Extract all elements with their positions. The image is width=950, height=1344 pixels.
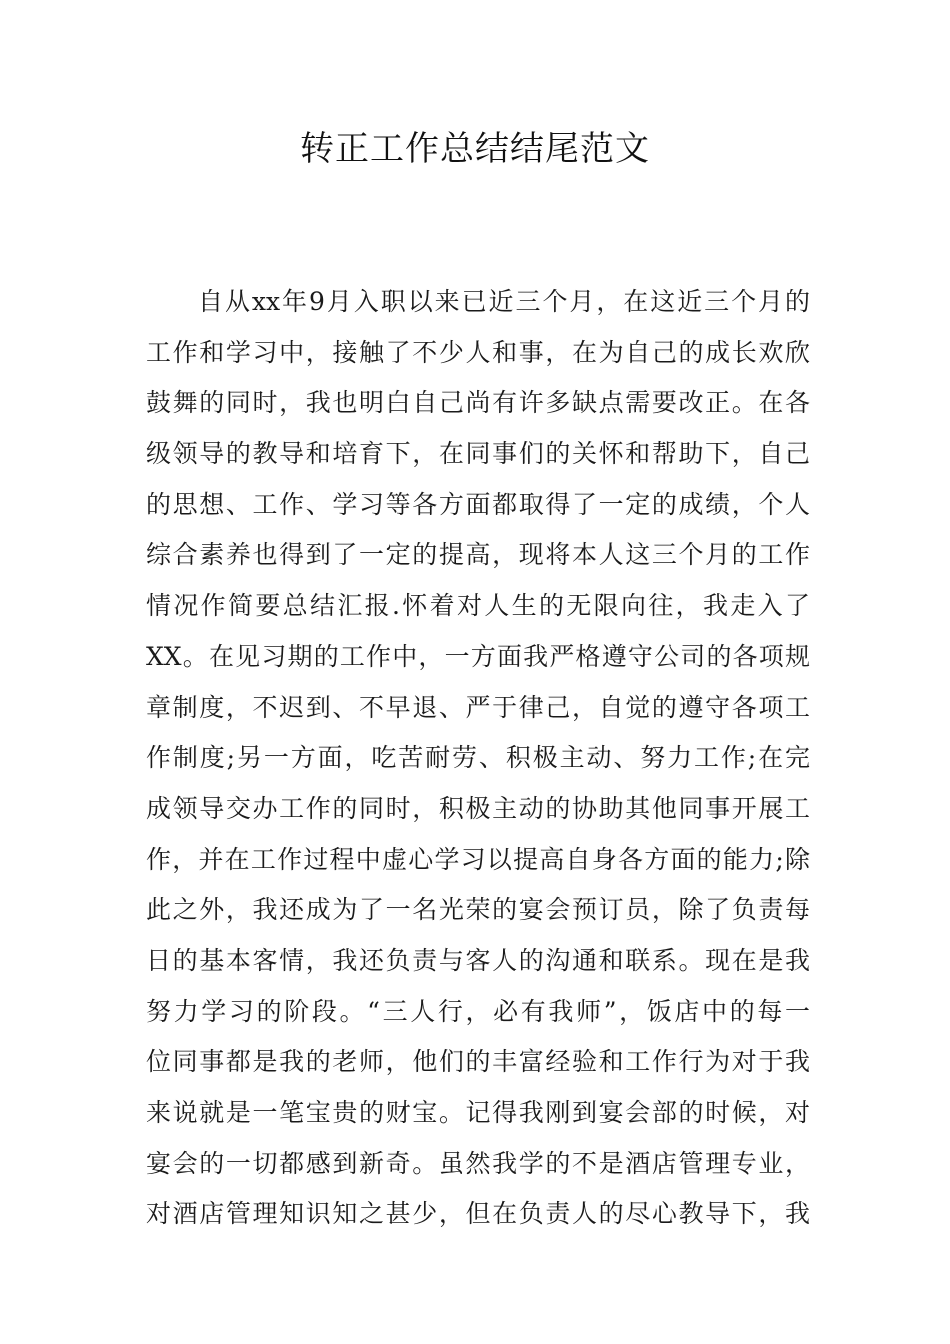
paragraph-line: 位同事都是我的老师，他们的丰富经验和工作行为对于我 (146, 1047, 810, 1077)
paragraph-line: 自从xx年9月入职以来已近三个月，在这近三个月的 (198, 287, 810, 316)
paragraph-line: 综合素养也得到了一定的提高，现将本人这三个月的工作 (146, 540, 810, 570)
paragraph-line: 宴会的一切都感到新奇。虽然我学的不是酒店管理专业， (146, 1148, 810, 1178)
paragraph-line: 来说就是一笔宝贵的财宝。记得我刚到宴会部的时候，对 (146, 1098, 810, 1127)
body-paragraph (146, 277, 810, 1240)
paragraph-line: 日的基本客情，我还负责与客人的沟通和联系。现在是我 (146, 945, 810, 975)
paragraph-line: 的思想、工作、学习等各方面都取得了一定的成绩，个人 (146, 489, 810, 519)
paragraph-line: 对酒店管理知识知之甚少，但在负责人的尽心教导下，我 (146, 1199, 810, 1229)
paragraph-line: XX。在见习期的工作中，一方面我严格遵守公司的各项规 (146, 641, 810, 671)
paragraph-line: 此之外，我还成为了一名光荣的宴会预订员，除了负责每 (146, 895, 810, 925)
paragraph-line: 作制度;另一方面，吃苦耐劳、积极主动、努力工作;在完 (146, 743, 810, 773)
paragraph-line: 鼓舞的同时，我也明白自己尚有许多缺点需要改正。在各 (146, 388, 810, 418)
document-title: 转正工作总结结尾范文 (300, 129, 650, 169)
paragraph-line: 级领导的教导和培育下，在同事们的关怀和帮助下，自己 (146, 439, 810, 469)
paragraph-line: 成领导交办工作的同时，积极主动的协助其他同事开展工 (146, 793, 810, 823)
paragraph-line: 章制度，不迟到、不早退、严于律己，自觉的遵守各项工 (146, 692, 810, 722)
paragraph-line: 作，并在工作过程中虚心学习以提高自身各方面的能力;除 (146, 844, 810, 874)
paragraph-line: 工作和学习中，接触了不少人和事，在为自己的成长欢欣 (146, 337, 810, 367)
paragraph-line: 努力学习的阶段。“三人行，必有我师”，饭店中的每一 (146, 996, 810, 1026)
paragraph-line: 情况作简要总结汇报.怀着对人生的无限向往，我走入了 (146, 591, 810, 621)
